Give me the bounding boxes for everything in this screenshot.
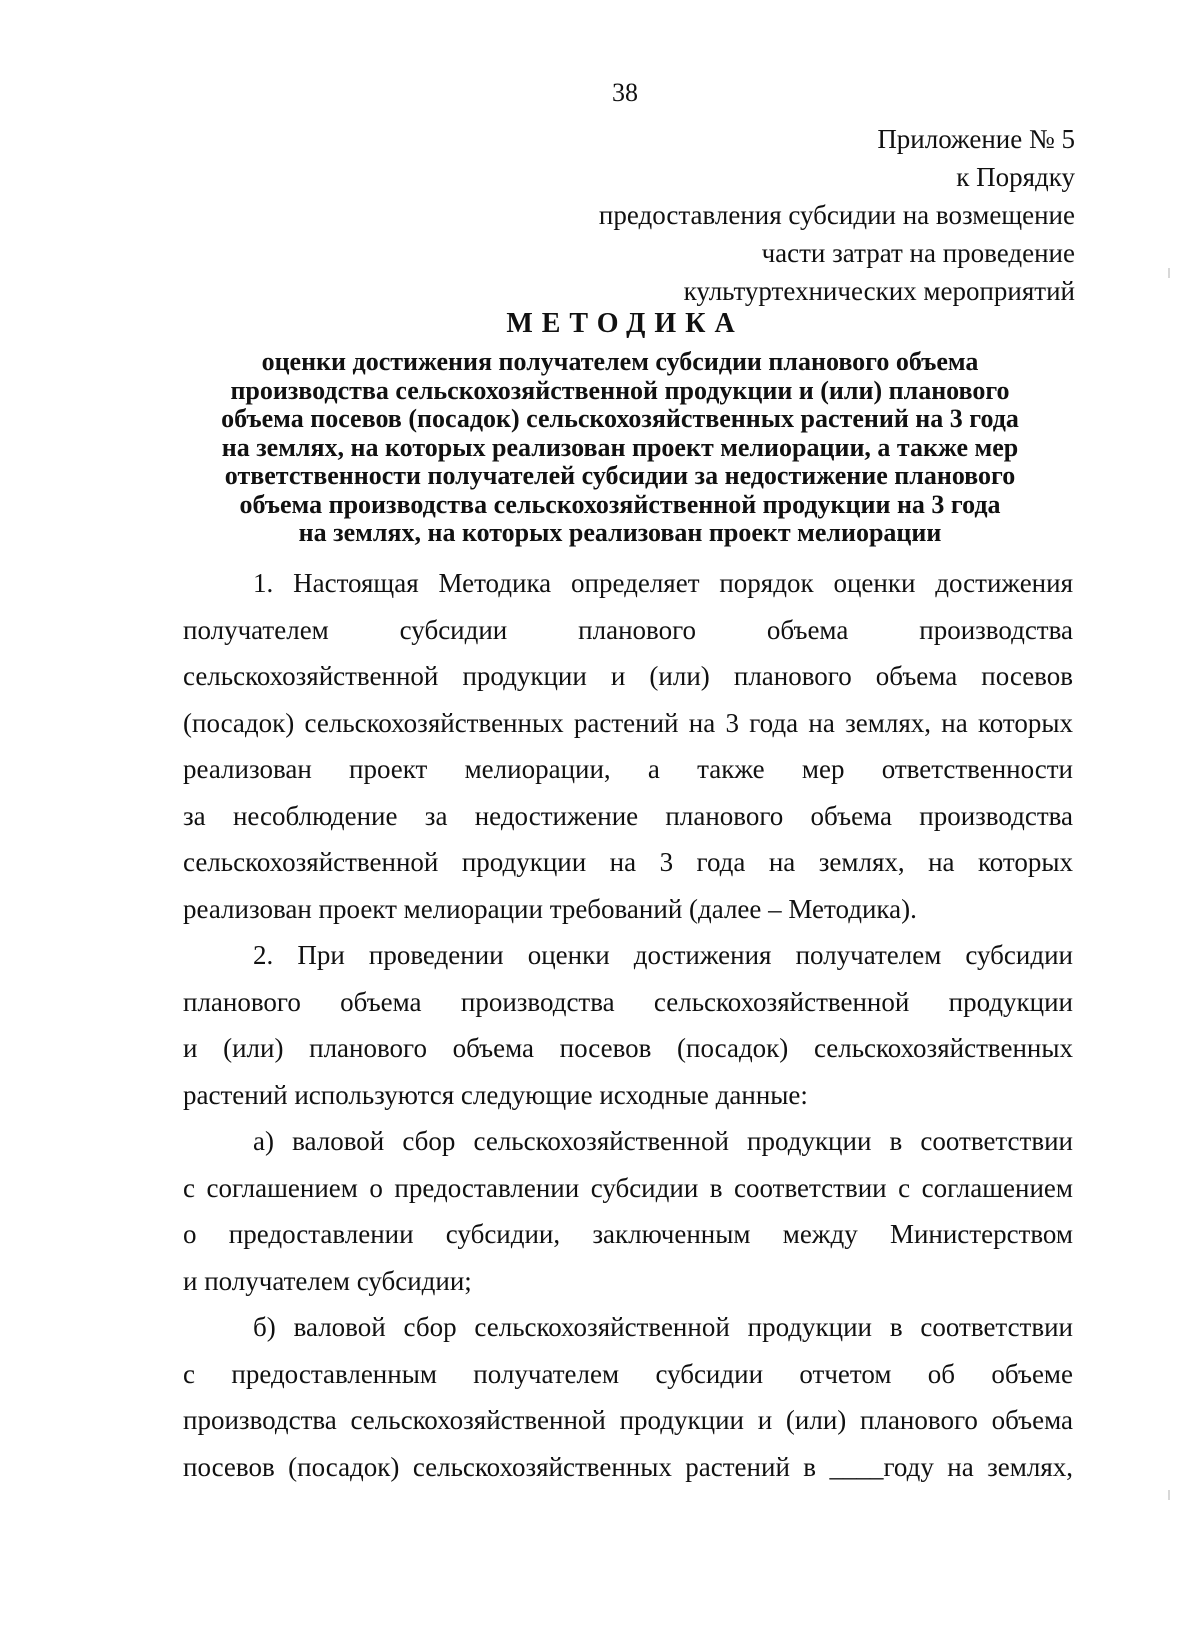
paragraph-2a [183,1118,1073,1304]
appendix-line: предоставления субсидии на возмещение [598,200,1075,230]
subtitle-line: на землях, на которых реализован проект мелиорации, а также мер [221,432,1019,462]
text-line: за несоблюдение за недостижение планового объема производства [183,800,1073,831]
text-line: растений используются следующие исходные данные: [183,1079,808,1110]
appendix-line: части затрат на проведение [761,238,1075,268]
text-line: с соглашением о предоставлении субсидии в соответствии с соглашением [183,1172,1073,1203]
text-line: сельскохозяйственной продукции на 3 года на землях, на которых [183,847,1073,877]
subtitle-line: производства сельскохозяйственной продукции и (или) планового [230,375,1010,405]
text-line: планового объема производства сельскохозяйственной продукции [183,986,1073,1017]
scan-artifact [1168,268,1170,278]
subtitle-line: объема производства сельскохозяйственной продукции на 3 года [239,489,1001,519]
appendix-line: культуртехнических мероприятий [683,276,1075,306]
text-line: (посадок) сельскохозяйственных растений на 3 года на землях, на которых [183,707,1073,738]
appendix-line: к Порядку [956,162,1075,192]
paragraph-1 [183,560,1073,932]
text-line: сельскохозяйственной продукции и (или) планового объема посевов [183,661,1073,691]
text-line: о предоставлении субсидии, заключенным между Министерством [183,1219,1073,1249]
text-line: 1. Настоящая Методика определяет порядок оценки достижения [253,568,1073,598]
appendix-reference [599,120,1075,310]
paragraph-2 [183,932,1073,1118]
subtitle-line: оценки достижения получателем субсидии планового объема [261,347,979,376]
subtitle-line: на землях, на которых реализован проект мелиорации [298,518,942,547]
text-line: получателем субсидии планового объема производства [183,614,1073,645]
document-body [183,560,1073,1490]
appendix-line: Приложение № 5 [877,124,1075,154]
text-line: и получателем субсидии; [183,1265,472,1296]
text-line: реализован проект мелиорации требований (далее – Методика). [183,893,917,924]
text-line: б) валовой сбор сельскохозяйственной продукции в соответствии [253,1312,1073,1342]
document-title: МЕТОДИКА [506,308,744,339]
subtitle-line: ответственности получателей субсидии за недостижение планового [224,461,1016,490]
page-number: 38 [612,78,638,107]
text-line: посевов (посадок) сельскохозяйственных растений в ____году на землях, [183,1451,1073,1482]
subtitle-line: объема посевов (посадок) сельскохозяйственных растений на 3 года [221,404,1019,433]
document-subtitle [175,348,1065,548]
text-line: 2. При проведении оценки достижения получателем субсидии [253,940,1073,970]
text-line: реализован проект мелиорации, а также мер ответственности [183,754,1073,784]
scan-artifact [1168,1490,1170,1500]
text-line: а) валовой сбор сельскохозяйственной продукции в соответствии [253,1126,1073,1156]
text-line: с предоставленным получателем субсидии отчетом об объеме [183,1358,1073,1389]
text-line: и (или) планового объема посевов (посадок) сельскохозяйственных [183,1033,1073,1063]
paragraph-2b [183,1304,1073,1490]
text-line: производства сельскохозяйственной продукции и (или) планового объема [183,1405,1073,1435]
